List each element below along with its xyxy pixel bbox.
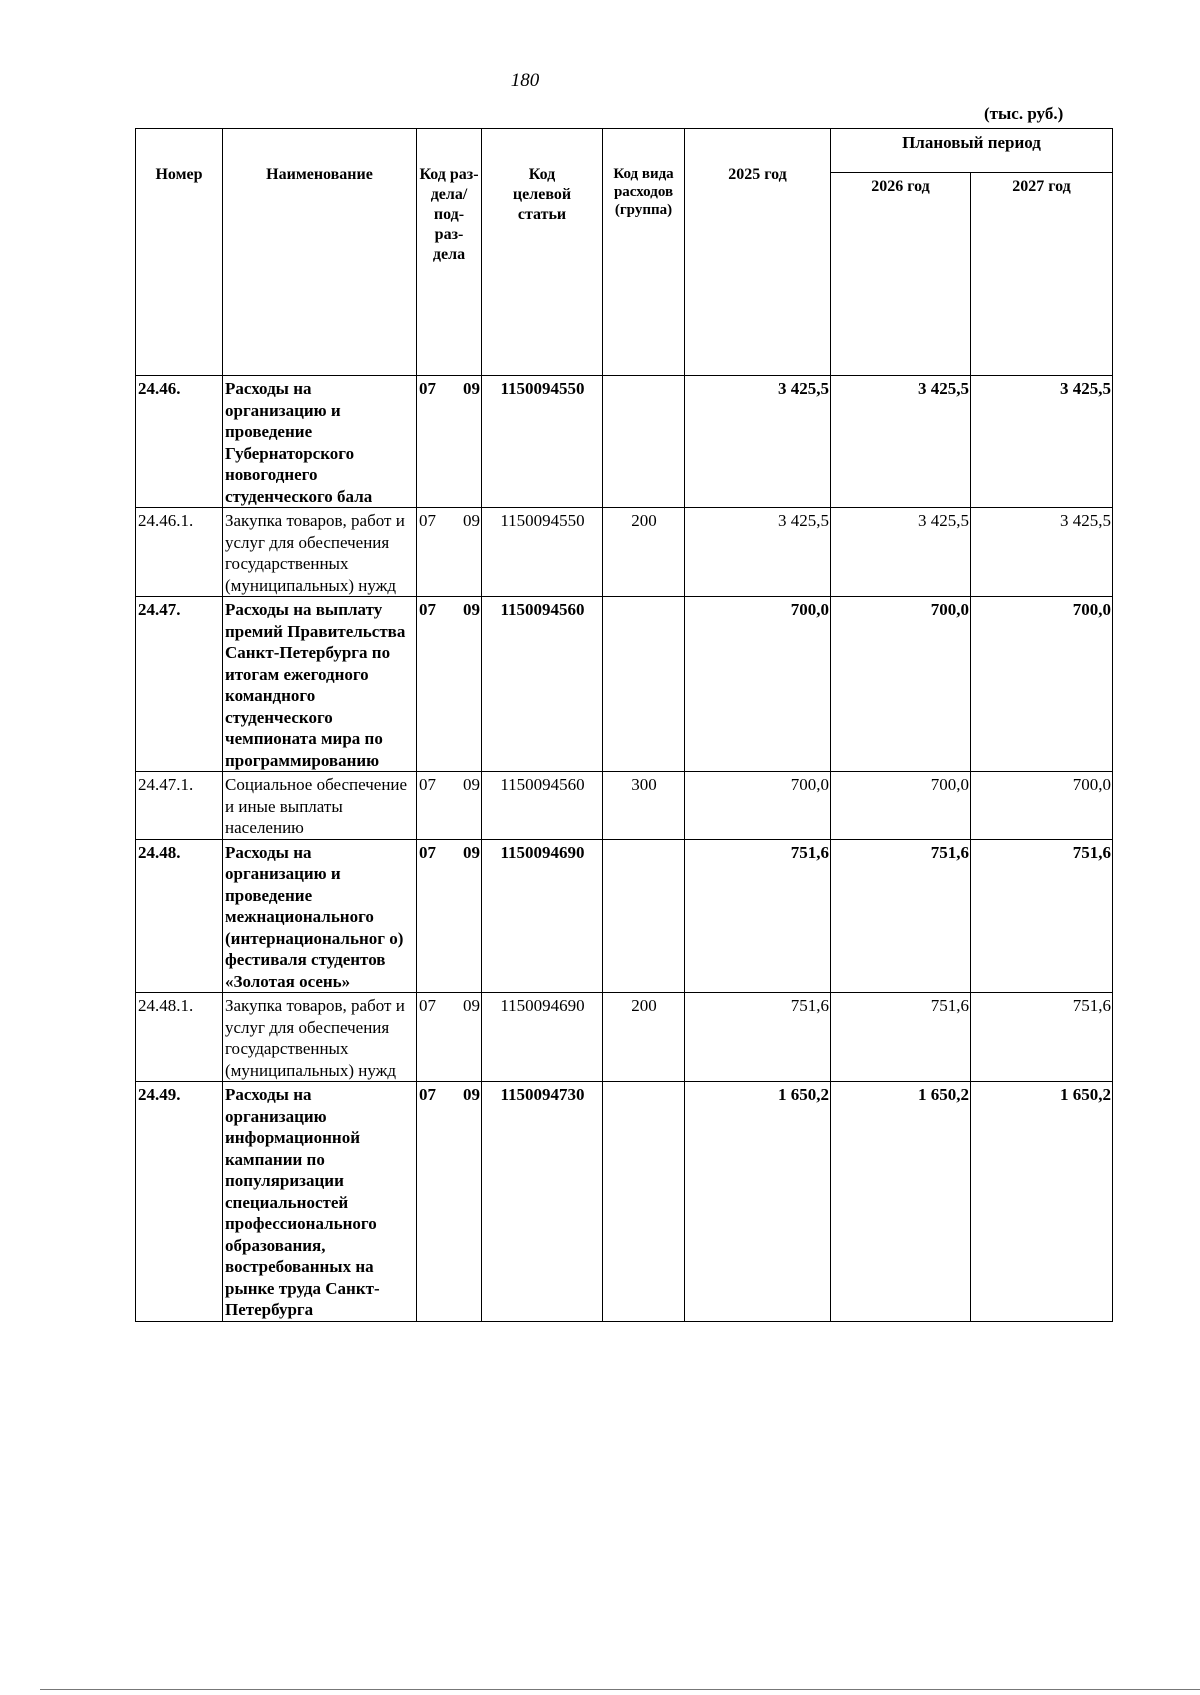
row-section-code xyxy=(417,597,482,772)
row-value-2027: 700,0 xyxy=(971,597,1113,772)
row-number: 24.48. xyxy=(136,839,223,993)
row-target-code: 1150094730 xyxy=(482,1082,603,1322)
row-target-code: 1150094550 xyxy=(482,508,603,597)
page-number: 180 xyxy=(510,70,540,91)
row-name: Закупка товаров, работ и услуг для обеспечения государственных (муниципальных) нужд xyxy=(223,993,417,1082)
row-value-2027: 751,6 xyxy=(971,839,1113,993)
header-row xyxy=(136,129,1113,173)
row-expense-group xyxy=(603,839,685,993)
row-razdel: 07 xyxy=(419,511,436,530)
row-target-code: 1150094560 xyxy=(482,597,603,772)
row-target-code: 1150094560 xyxy=(482,772,603,840)
row-expense-group: 200 xyxy=(603,993,685,1082)
row-number: 24.49. xyxy=(136,1082,223,1322)
row-name: Социальное обеспечение и иные выплаты населению xyxy=(223,772,417,840)
table-row xyxy=(136,508,1113,597)
header-expense-group: Код вида расходов (группа) xyxy=(603,129,685,376)
header-2025: 2025 год xyxy=(685,129,831,376)
table-row xyxy=(136,839,1113,993)
page-bottom-divider xyxy=(40,1689,1200,1690)
row-razdel: 07 xyxy=(419,600,436,619)
row-podrazdel: 09 xyxy=(463,511,480,530)
row-expense-group xyxy=(603,376,685,508)
row-value-2025: 751,6 xyxy=(685,839,831,993)
table-row xyxy=(136,376,1113,508)
row-value-2026: 1 650,2 xyxy=(831,1082,971,1322)
row-podrazdel: 09 xyxy=(463,600,480,619)
row-target-code: 1150094690 xyxy=(482,839,603,993)
row-value-2026: 751,6 xyxy=(831,993,971,1082)
budget-table xyxy=(135,128,1113,1322)
row-number: 24.46.1. xyxy=(136,508,223,597)
row-name: Расходы на организацию информационной кампании по популяризации специальностей профессионального образования, востребованных на рынке труда Санкт-Петербурга xyxy=(223,1082,417,1322)
header-section: Код раз- дела/ под- раз- дела xyxy=(417,129,482,376)
row-value-2026: 700,0 xyxy=(831,772,971,840)
row-number: 24.47.1. xyxy=(136,772,223,840)
row-podrazdel: 09 xyxy=(463,379,480,398)
row-value-2026: 700,0 xyxy=(831,597,971,772)
row-value-2027: 3 425,5 xyxy=(971,376,1113,508)
row-value-2025: 1 650,2 xyxy=(685,1082,831,1322)
row-section-code xyxy=(417,839,482,993)
row-expense-group xyxy=(603,1082,685,1322)
header-plan-period: Плановый период xyxy=(831,129,1113,173)
row-value-2027: 3 425,5 xyxy=(971,508,1113,597)
row-section-code xyxy=(417,1082,482,1322)
row-name: Расходы на организацию и проведение Губернаторского новогоднего студенческого бала xyxy=(223,376,417,508)
row-section-code xyxy=(417,376,482,508)
row-value-2026: 3 425,5 xyxy=(831,508,971,597)
row-value-2026: 751,6 xyxy=(831,839,971,993)
row-value-2025: 751,6 xyxy=(685,993,831,1082)
row-name: Расходы на организацию и проведение межнационального (интернациональног о) фестиваля студентов «Золотая осень» xyxy=(223,839,417,993)
row-value-2027: 1 650,2 xyxy=(971,1082,1113,1322)
row-value-2025: 3 425,5 xyxy=(685,508,831,597)
row-section-code xyxy=(417,772,482,840)
row-podrazdel: 09 xyxy=(463,1085,480,1104)
header-target: Код целевой статьи xyxy=(482,129,603,376)
row-razdel: 07 xyxy=(419,1085,436,1104)
row-target-code: 1150094690 xyxy=(482,993,603,1082)
header-2027: 2027 год xyxy=(971,172,1113,375)
header-name: Наименование xyxy=(223,129,417,376)
table-row xyxy=(136,597,1113,772)
table-body xyxy=(136,376,1113,1322)
row-section-code xyxy=(417,508,482,597)
row-podrazdel: 09 xyxy=(463,775,480,794)
row-razdel: 07 xyxy=(419,842,436,862)
row-section-code xyxy=(417,993,482,1082)
row-number: 24.46. xyxy=(136,376,223,508)
table-row xyxy=(136,993,1113,1082)
row-value-2025: 3 425,5 xyxy=(685,376,831,508)
row-value-2027: 700,0 xyxy=(971,772,1113,840)
row-podrazdel: 09 xyxy=(463,996,480,1015)
row-expense-group: 300 xyxy=(603,772,685,840)
row-number: 24.48.1. xyxy=(136,993,223,1082)
header-number: Номер xyxy=(136,129,223,376)
table-row xyxy=(136,772,1113,840)
units-label: (тыс. руб.) xyxy=(984,104,1064,123)
row-name: Закупка товаров, работ и услуг для обеспечения государственных (муниципальных) нужд xyxy=(223,508,417,597)
row-expense-group: 200 xyxy=(603,508,685,597)
row-razdel: 07 xyxy=(419,996,436,1015)
table-row xyxy=(136,1082,1113,1322)
row-value-2025: 700,0 xyxy=(685,597,831,772)
row-expense-group xyxy=(603,597,685,772)
row-name: Расходы на выплату премий Правительства Санкт-Петербурга по итогам ежегодного командного студенческого чемпионата мира по программированию xyxy=(223,597,417,772)
row-value-2027: 751,6 xyxy=(971,993,1113,1082)
row-value-2026: 3 425,5 xyxy=(831,376,971,508)
header-2026: 2026 год xyxy=(831,172,971,375)
row-razdel: 07 xyxy=(419,379,436,398)
row-number: 24.47. xyxy=(136,597,223,772)
row-value-2025: 700,0 xyxy=(685,772,831,840)
row-razdel: 07 xyxy=(419,775,436,794)
row-podrazdel: 09 xyxy=(463,842,480,862)
row-target-code: 1150094550 xyxy=(482,376,603,508)
